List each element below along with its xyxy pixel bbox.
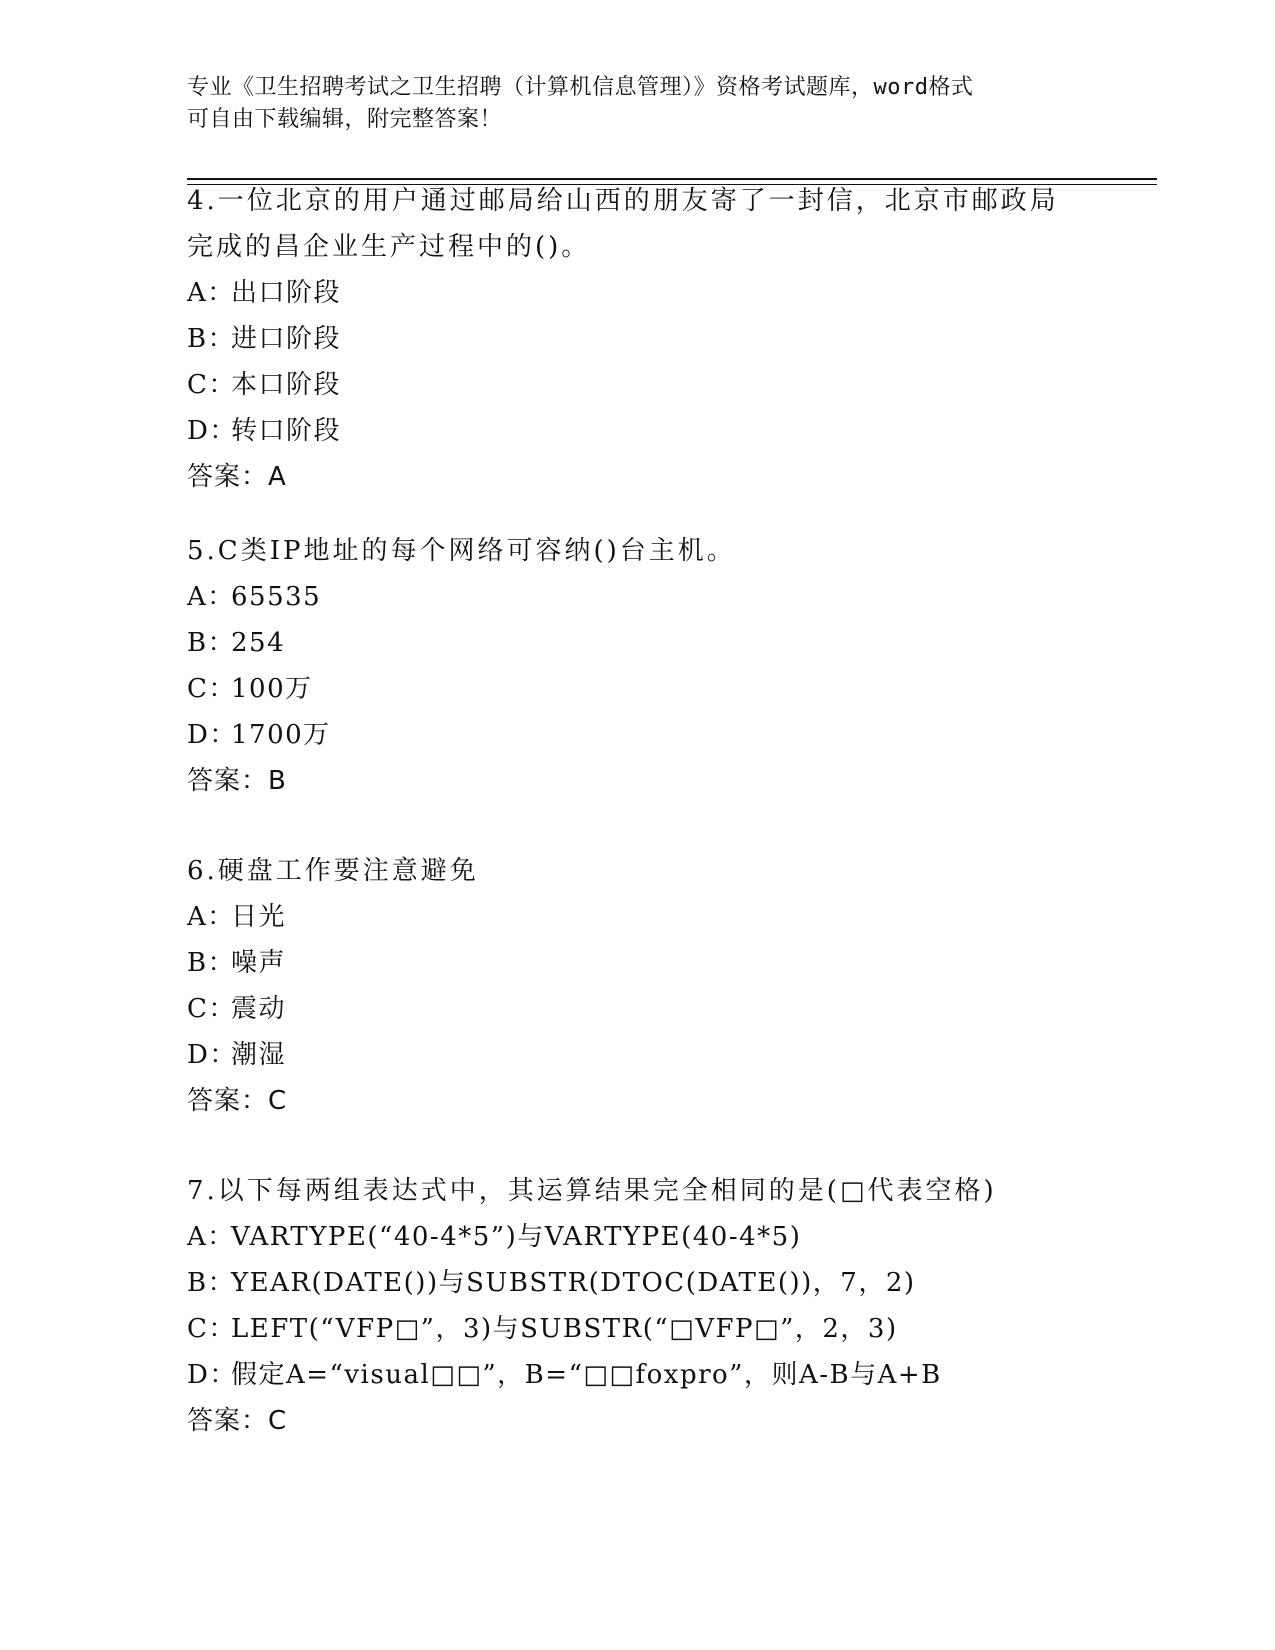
option-d bbox=[187, 1352, 1147, 1398]
option-text: VARTYPE(“40-4*5”)与VARTYPE(40-4*5) bbox=[231, 1222, 802, 1252]
option-text: LEFT(“VFP□”，3)与SUBSTR(“□VFP□”，2，3) bbox=[231, 1314, 898, 1344]
answer-text: 答案：C bbox=[187, 1086, 288, 1116]
option-key: D： bbox=[187, 720, 237, 750]
option-text: 假定A=“visual□□”，B=“□□foxpro”，则A-B与A+B bbox=[231, 1360, 942, 1390]
header-title-line-1: 专业《卫生招聘考试之卫生招聘（计算机信息管理）》资格考试题库，word格式 bbox=[187, 75, 974, 100]
option-key: A： bbox=[187, 278, 235, 308]
option-key: D： bbox=[187, 416, 237, 446]
question-5 bbox=[187, 528, 1147, 804]
question-stem: 5.C类IP地址的每个网络可容纳()台主机。 bbox=[187, 536, 736, 566]
question-stem: 7.以下每两组表达式中，其运算结果完全相同的是(□代表空格) bbox=[187, 1176, 997, 1206]
option-c bbox=[187, 666, 1147, 712]
document-header bbox=[187, 72, 1087, 136]
question-stem: 4.一位北京的用户通过邮局给山西的朋友寄了一封信，北京市邮政局 bbox=[187, 186, 1059, 216]
option-text: 本口阶段 bbox=[231, 370, 342, 400]
option-key: C： bbox=[187, 370, 236, 400]
option-c bbox=[187, 986, 1147, 1032]
option-key: A： bbox=[187, 902, 235, 932]
option-c bbox=[187, 1306, 1147, 1352]
option-text: 65535 bbox=[231, 582, 322, 612]
option-text: 出口阶段 bbox=[231, 278, 342, 308]
option-b bbox=[187, 940, 1147, 986]
option-d bbox=[187, 1032, 1147, 1078]
option-text: 震动 bbox=[231, 994, 287, 1024]
option-text: 噪声 bbox=[231, 948, 287, 978]
option-key: D： bbox=[187, 1040, 237, 1070]
answer-text: 答案：B bbox=[187, 766, 287, 796]
option-b bbox=[187, 316, 1147, 362]
question-7 bbox=[187, 1168, 1147, 1444]
option-text: 潮湿 bbox=[231, 1040, 287, 1070]
question-6 bbox=[187, 848, 1147, 1124]
option-text: 转口阶段 bbox=[231, 416, 342, 446]
option-key: A： bbox=[187, 582, 235, 612]
option-key: D： bbox=[187, 1360, 237, 1390]
option-d bbox=[187, 408, 1147, 454]
question-4 bbox=[187, 178, 1147, 500]
question-stem: 6.硬盘工作要注意避免 bbox=[187, 856, 479, 886]
option-key: A： bbox=[187, 1222, 235, 1252]
option-text: 1700万 bbox=[231, 720, 331, 750]
option-key: C： bbox=[187, 674, 236, 704]
option-key: B： bbox=[187, 948, 236, 978]
option-a bbox=[187, 574, 1147, 620]
option-text: YEAR(DATE())与SUBSTR(DTOC(DATE())，7，2) bbox=[231, 1268, 916, 1298]
option-b bbox=[187, 1260, 1147, 1306]
option-a bbox=[187, 1214, 1147, 1260]
option-key: C： bbox=[187, 994, 236, 1024]
option-b bbox=[187, 620, 1147, 666]
option-text: 100万 bbox=[231, 674, 313, 704]
answer-text: 答案：C bbox=[187, 1406, 288, 1436]
option-key: B： bbox=[187, 1268, 236, 1298]
option-a bbox=[187, 894, 1147, 940]
option-c bbox=[187, 362, 1147, 408]
option-key: B： bbox=[187, 324, 236, 354]
option-text: 254 bbox=[231, 628, 286, 658]
option-text: 日光 bbox=[231, 902, 287, 932]
answer-text: 答案：A bbox=[187, 462, 287, 492]
option-a bbox=[187, 270, 1147, 316]
header-title-line-2: 可自由下载编辑，附完整答案！ bbox=[187, 107, 503, 132]
option-key: C： bbox=[187, 1314, 236, 1344]
option-d bbox=[187, 712, 1147, 758]
option-text: 进口阶段 bbox=[231, 324, 342, 354]
question-stem: 完成的昌企业生产过程中的()。 bbox=[187, 232, 591, 262]
option-key: B： bbox=[187, 628, 236, 658]
